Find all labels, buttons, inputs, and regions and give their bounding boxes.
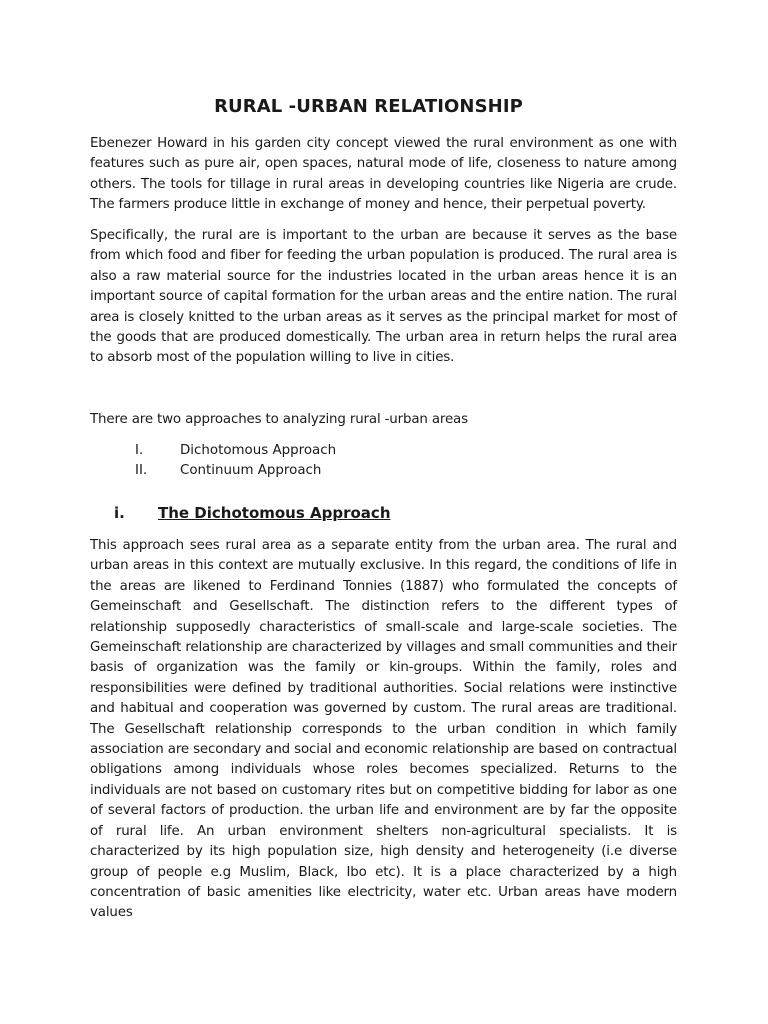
section-number: i.: [114, 504, 125, 522]
approaches-list: [90, 441, 590, 482]
paragraph-importance: Specifically, the rural are is important to the urban are because it serves as the base from which food and fiber for feeding the urban population is produced. The rural area is also a raw material source for the industries located in the urban areas hence it is an important source of capital formation for the urban areas and the entire nation. The rural area is closely knitted to the urban areas as it serves as the principal market for most of the goods that are produced domestically. The urban area in return helps the rural area to absorb most of the population willing to live in cities.: [90, 228, 677, 366]
document-title: RURAL -URBAN RELATIONSHIP: [214, 96, 523, 117]
list-item-number: II.: [135, 463, 148, 479]
paragraph-intro: Ebenezer Howard in his garden city concept viewed the rural environment as one with features such as pure air, open spaces, natural mode of life, closeness to nature among others. The tools for tillage in rural areas in developing countries like Nigeria are crude. The farmers produce little in exchange of money and hence, their perpetual poverty.: [90, 136, 677, 213]
list-item: [90, 441, 590, 461]
list-item-number: I.: [135, 443, 144, 458]
paragraph-approaches-intro: There are two approaches to analyzing rural -urban areas: [90, 412, 468, 427]
list-item-label: Dichotomous Approach: [180, 443, 337, 458]
list-item-label: Continuum Approach: [180, 463, 322, 479]
list-item: [90, 461, 590, 481]
paragraph-dichotomous: This approach sees rural area as a separate entity from the urban area. The rural and urban areas in this context are mutually exclusive. In this regard, the conditions of life in the areas are likened to Ferdinand Tonnies (1887) who formulated the concepts of Gemeinschaft and Gesellschaft. The distinction refers to the different types of relationship supposedly characteristics of small-scale and large-scale societies. The Gemeinschaft relationship are characterized by villages and small communities and their basis of organization was the family or kin-groups. Within the family, roles and responsibilities were defined by traditional authorities. Social relations were instinctive and habitual and cooperation was governed by custom. The rural areas are traditional. The Gesellschaft relationship corresponds to the urban condition in which family association are secondary and social and economic relationship are based on contractual obligations among individuals whose roles becomes specialized. Returns to the individuals are not based on customary rites but on competitive bidding for labor as one of several factors of production. the urban life and environment are by far the opposite of rural life. An urban environment shelters non-agricultural specialists. It is characterized by its high population size, high density and heterogeneity (i.e diverse group of people e.g Muslim, Black, Ibo etc). It is a place characterized by a high concentration of basic amenities like electricity, water etc. Urban areas have modern values: [90, 538, 677, 921]
section-title: The Dichotomous Approach: [158, 504, 391, 522]
